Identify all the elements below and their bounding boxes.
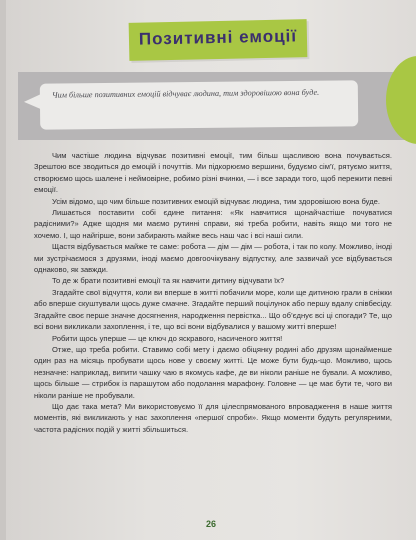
- paragraph: Лишається поставити собі єдине питання: «Як навчитися щонайчастіше почуватися радісними?» Адже щодня ми маємо рутинні справи, які треба робити, навіть якщо ми того не хочемо. І, що найгірше, вони забирають майже весь наш час і всі наші сили.: [34, 208, 392, 240]
- paragraph: Отже, що треба робити. Ставимо собі мету і даємо обіцянку родині або друзям щонайменше один раз на місяць пробувати щось нове у своєму житті. Це може бути будь-що. Можливо, щось незначне: наприклад, випити чашку чаю в якомусь кафе, де ви ніколи раніше не бували. А можливо, щось більше — стрибок із парашутом або подолання марафону. Головне — це має бути те, чого ви ніколи раніше не пробували.: [34, 344, 392, 400]
- paragraph: Усім відомо, що чим більше позитивних емоцій відчуває людина, тим здоровішою вона буде.: [52, 196, 380, 206]
- book-page: [6, 0, 416, 540]
- paragraph: Чим частіше людина відчуває позитивні емоції, тим більш щасливою вона почувається. Зрештою все зводиться до емоцій і почуттів. Ми підкорюємо вершини, будуємо сім’ї, рятуємо життя, створюємо щось шалене і неймовірне, робимо різні вчинки, — і все заради того, щоб пережити певні емоції.: [34, 151, 392, 195]
- paragraph: Робити щось уперше — це ключ до яскравого, насиченого життя!: [52, 333, 283, 343]
- page-title: Позитивні емоції: [138, 26, 298, 49]
- paragraph: То де ж брати позитивні емоції та як навчити дитину відчувати їх?: [52, 276, 285, 286]
- body-text: [34, 150, 392, 435]
- page-number: 26: [205, 519, 216, 529]
- paragraph: Згадайте свої відчуття, коли ви вперше в житті побачили море, коли ще дитиною грали в сніжки або вперше скуштували щось дуже смачне. Згадайте перший поцілунок або першу вдалу співбесіду. Згадайте своє перше значне досягнення, народження первістка... Що об’єднує всі ці спогади? Те, що всі вони викликали захоплення, і те, що всі вони відбувалися у вашому житті вперше!: [34, 287, 392, 332]
- quote-text: Чим більше позитивних емоцій відчуває людина, тим здоровішою вона буде.: [51, 87, 320, 100]
- paragraph: Щастя відбувається майже те саме: робота — дім — дім — робота, і так по колу. Можливо, іноді ми зустрічаємося з друзями, іноді маємо довгоочікувану відпустку, але зазвичай усе відбувається однаково, як завжди.: [34, 242, 392, 275]
- paragraph: Що дає така мета? Ми використовуємо її для цілеспрямованого впровадження в наше життя моментів, які викликають у нас захоплення «першої спроби». Якщо моменти будуть регулярними, частота радісних подій у житті збільшиться.: [34, 401, 392, 434]
